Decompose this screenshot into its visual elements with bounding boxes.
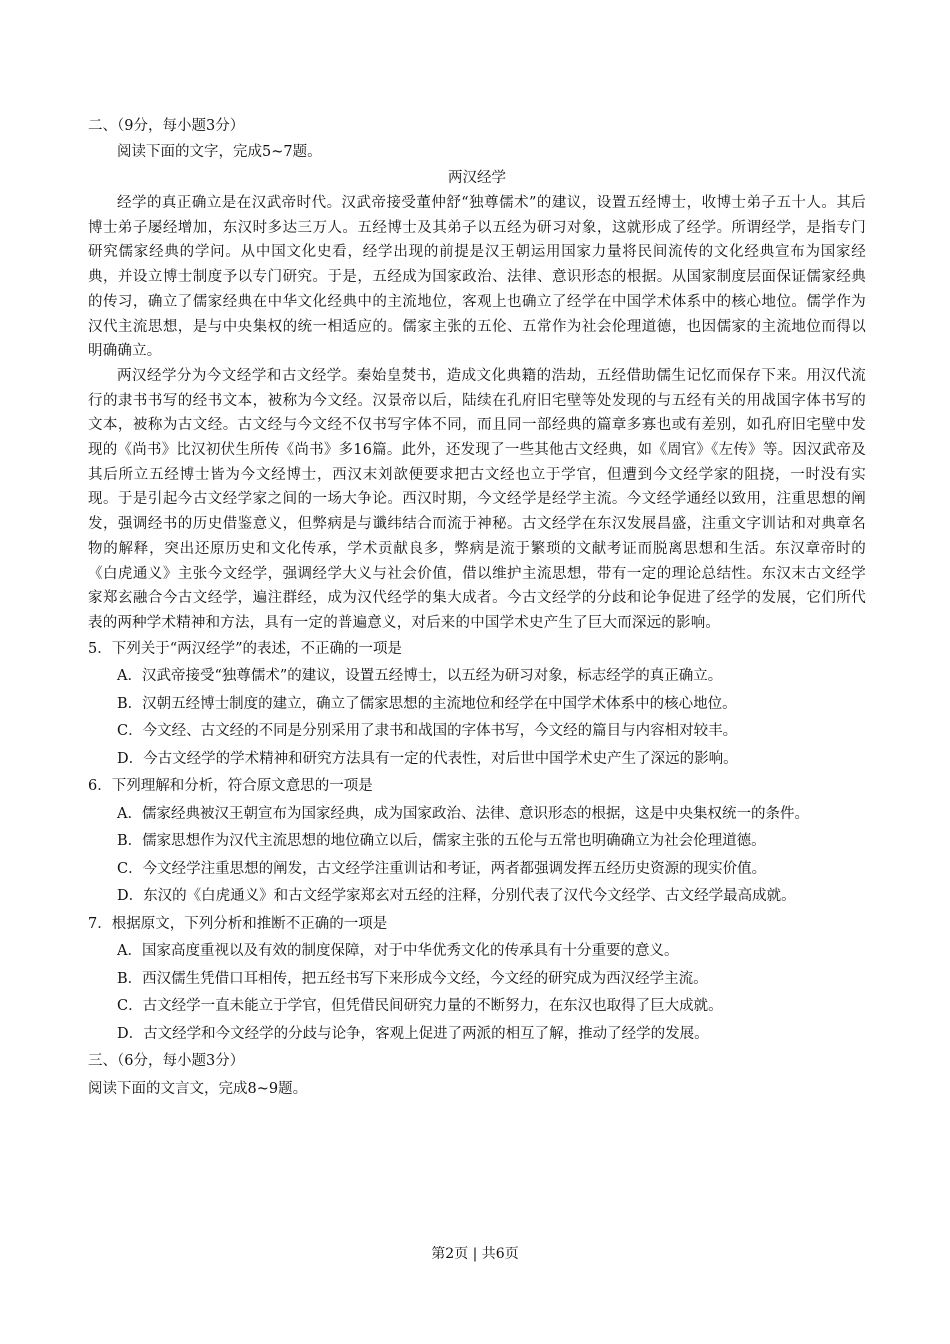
option-text: 今古文经学的学术精神和研究方法具有一定的代表性，对后世中国学术史产生了深远的影响。 xyxy=(143,750,738,767)
question-7-option-c xyxy=(88,993,866,1021)
question-5-option-b xyxy=(88,691,866,719)
option-label: C． xyxy=(117,998,143,1015)
option-label: A． xyxy=(117,668,142,685)
option-label: D． xyxy=(117,1025,144,1042)
article-title: 两汉经学 xyxy=(448,170,506,186)
article-paragraph-1: 经学的真正确立是在汉武帝时代。汉武帝接受董仲舒“独尊儒术”的建议，设置五经博士，收博士弟子五十人。其后博士弟子屡经增加，东汉时多达三万人。五经博士及其弟子以五经为研习对象，这就形成了经学。所谓经学，是指专门研究儒家经典的学问。从中国文化史看，经学出现的前提是汉王朝运用国家力量将民间流传的文化经典宣布为国家经典，并设立博士制度予以专门研究。于是，五经成为国家政治、法律、意识形态的根据。从国家制度层面保证儒家经典的传习，确立了儒家经典在中华文化经典中的主流地位，客观上也确立了经学在中国学术体系中的核心地位。儒学作为汉代主流思想，是与中央集权的统一相适应的。儒家主张的五伦、五常作为社会伦理道德，也因儒家的主流地位而得以明确确立。 xyxy=(88,195,866,360)
option-text: 今文经学注重思想的阐发，古文经学注重训诂和考证，两者都强调发挥五经历史资源的现实价值。 xyxy=(142,860,767,877)
option-text: 汉武帝接受“独尊儒术”的建议，设置五经博士，以五经为研习对象，标志经学的真正确立。 xyxy=(141,668,723,685)
option-label: B． xyxy=(117,833,143,850)
option-label: B． xyxy=(117,695,143,712)
option-text: 汉朝五经博士制度的建立，确立了儒家思想的主流地位和经学在中国学术体系中的核心地位。 xyxy=(142,695,737,712)
question-5-option-c xyxy=(88,718,866,746)
page-content xyxy=(88,113,866,1103)
question-7-option-d xyxy=(88,1021,866,1049)
option-text: 西汉儒生凭借口耳相传，把五经书写下来形成今文经，今文经的研究成为西汉经学主流。 xyxy=(142,970,708,987)
question-7-option-b xyxy=(88,966,866,994)
option-label: D． xyxy=(117,888,144,905)
option-label: A． xyxy=(117,943,142,960)
option-label: A． xyxy=(117,805,142,822)
section-3-instruction: 阅读下面的文言文，完成8~9题。 xyxy=(88,1080,308,1097)
question-6-option-b xyxy=(88,828,866,856)
option-text: 东汉的《白虎通义》和古文经学家郑玄对五经的注释，分别代表了汉代今文经学、古文经学最高成就。 xyxy=(143,888,796,905)
option-text: 儒家思想作为汉代主流思想的地位确立以后，儒家主张的五伦与五常也明确确立为社会伦理道德。 xyxy=(142,833,766,850)
option-text: 古文经学一直未能立于学官，但凭借民间研究力量的不断努力，在东汉也取得了巨大成就。 xyxy=(142,998,723,1015)
question-5-option-a xyxy=(88,663,866,691)
question-6-option-c xyxy=(88,856,866,884)
option-label: C． xyxy=(117,723,143,740)
option-label: D． xyxy=(117,750,144,767)
option-text: 国家高度重视以及有效的制度保障，对于中华优秀文化的传承具有十分重要的意义。 xyxy=(141,943,679,960)
option-text: 今文经、古文经的不同是分别采用了隶书和战国的字体书写，今文经的篇目与内容相对较丰。 xyxy=(142,723,738,740)
article-paragraph-2: 两汉经学分为今文经学和古文经学。秦始皇焚书，造成文化典籍的浩劫，五经借助儒生记忆而保存下来。用汉代流行的隶书书写的经书文本，被称为今文经。汉景帝以后，陆续在孔府旧宅壁等处发现的与五经有关的用战国字体书写的文本，被称为古文经。古文经与今文经不仅书写字体不同，而且同一部经典的篇章多寡也或有差别，如孔府旧宅壁中发现的《尚书》比汉初伏生所传《尚书》多16篇。此外，还发现了一些其他古文经典，如《周官》《左传》等。因汉武帝及其后所立五经博士皆为今文经博士，西汉末刘歆便要求把古文经也立于学官，但遭到今文经学家的阻挠，一时没有实现。于是引起今古文经学家之间的一场大争论。西汉时期，今文经学是经学主流。今文经学通经以致用，注重思想的阐发，强调经书的历史借鉴意义，但弊病是与谶纬结合而流于神秘。古文经学在东汉发展昌盛，注重文字训诂和对典章名物的解释，突出还原历史和文化传承，学术贡献良多，弊病是流于繁琐的文献考证而脱离思想和生活。东汉章帝时的《白虎通义》主张今文经学，强调经学大义与社会价值，借以维护主流思想，带有一定的理论总结性。东汉末古文经学家郑玄融合今古文经学，遍注群经，成为汉代经学的集大成者。今古文经学的分歧和论争促进了经学的发展，它们所代表的两种学术精神和方法，具有一定的普遍意义，对后来的中国学术史产生了巨大而深远的影响。 xyxy=(88,367,866,631)
question-6-stem: 6．下列理解和分析，符合原文意思的一项是 xyxy=(88,778,373,795)
option-label: B． xyxy=(117,970,143,987)
section-3-heading: 三、（6分，每小题3分） xyxy=(88,1053,245,1070)
option-text: 儒家经典被汉王朝宣布为国家经典，成为国家政治、法律、意识形态的根据，这是中央集权统一的条件。 xyxy=(141,805,809,822)
question-7-option-a xyxy=(88,938,866,966)
question-7-stem: 7．根据原文，下列分析和推断不正确的一项是 xyxy=(88,915,388,932)
question-5-option-d xyxy=(88,746,866,774)
question-5-stem: 5．下列关于“两汉经学”的表述，不正确的一项是 xyxy=(88,640,403,657)
section-2-instruction: 阅读下面的文字，完成5~7题。 xyxy=(117,144,322,160)
question-6-option-d xyxy=(88,883,866,911)
option-text: 古文经学和今文经学的分歧与论争，客观上促进了两派的相互了解，推动了经学的发展。 xyxy=(143,1025,709,1042)
question-6-option-a xyxy=(88,801,866,829)
option-label: C． xyxy=(117,860,143,877)
section-2-heading: 二、（9分，每小题3分） xyxy=(88,118,245,134)
page-footer: 第2页 | 共6页 xyxy=(431,1246,519,1262)
